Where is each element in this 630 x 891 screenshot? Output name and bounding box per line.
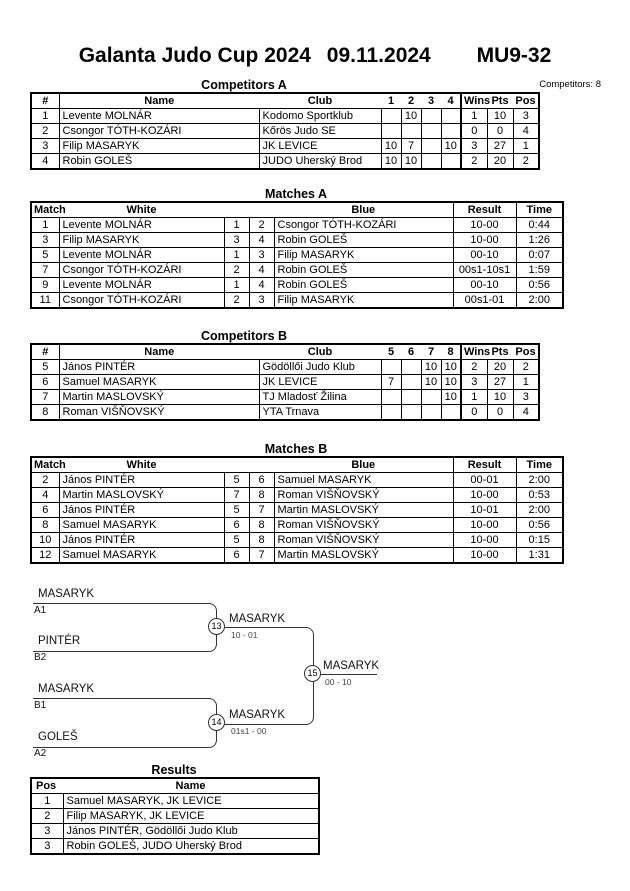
header-row (31, 93, 539, 109)
column-header: Club (259, 93, 381, 109)
bracket-entrant-seed: B2 (34, 652, 47, 663)
match-number-badge: 14 (208, 714, 225, 731)
table-cell: Levente MOLNÁR (59, 109, 259, 124)
table-cell: 10-00 (453, 533, 516, 548)
table-cell: Csongor TÓTH-KOZÁRI (59, 263, 224, 278)
table-cell: 9 (31, 278, 59, 293)
column-header: Pos (513, 344, 539, 360)
table-row (31, 503, 563, 518)
table-cell: 2 (513, 154, 539, 170)
table-cell: 3 (461, 139, 487, 154)
table-cell: 7 (224, 488, 249, 503)
table-cell: 10-00 (453, 548, 516, 564)
table-cell: 0 (461, 124, 487, 139)
column-header (249, 457, 274, 473)
table-cell: 1:26 (516, 233, 563, 248)
table-row (31, 794, 319, 809)
table-cell: Robin GOLEŠ (59, 154, 259, 170)
table-cell: 1 (31, 109, 59, 124)
table-cell: Samuel MASARYK (59, 518, 224, 533)
table-cell (441, 109, 461, 124)
column-header: 3 (421, 93, 441, 109)
bracket-match-score: 01s1 - 00 (231, 726, 267, 736)
section-title-matches-a: Matches A (264, 187, 328, 201)
table-cell: 11 (31, 293, 59, 309)
table-cell: János PINTÉR (59, 533, 224, 548)
table-cell (381, 124, 401, 139)
column-header: 6 (401, 344, 421, 360)
table-cell (401, 390, 421, 405)
table-cell (381, 405, 401, 421)
table-cell: Levente MOLNÁR (59, 248, 224, 263)
table-cell (381, 360, 401, 375)
matches-b-table (30, 456, 564, 564)
table-cell (441, 405, 461, 421)
bracket-winner-name: MASARYK (229, 709, 286, 721)
table-cell: 1 (31, 794, 63, 809)
table-row (31, 263, 563, 278)
table-row (31, 139, 539, 154)
table-cell: 27 (487, 375, 513, 390)
table-cell (421, 124, 441, 139)
table-cell: 6 (249, 473, 274, 488)
table-cell: 1:31 (516, 548, 563, 564)
table-cell: 2 (249, 218, 274, 233)
table-cell: 1 (513, 139, 539, 154)
table-cell: 27 (487, 139, 513, 154)
table-cell: 3 (249, 248, 274, 263)
bracket-entrant-name: MASARYK (38, 683, 95, 695)
bracket-entrant-name: GOLEŠ (38, 731, 78, 743)
table-cell: János PINTÉR, Gödöllői Judo Klub (63, 824, 319, 839)
column-header: 8 (441, 344, 461, 360)
column-header (249, 202, 274, 218)
table-row (31, 809, 319, 824)
table-row (31, 218, 563, 233)
column-header: White (59, 202, 224, 218)
column-header: Match (31, 202, 59, 218)
column-header: Time (516, 457, 563, 473)
column-header: Result (453, 202, 516, 218)
match-number-badge: 13 (208, 618, 225, 635)
table-cell: Levente MOLNÁR (59, 278, 224, 293)
table-cell: Samuel MASARYK (274, 473, 453, 488)
bracket-winner-name: MASARYK (229, 613, 286, 625)
table-cell: 7 (31, 390, 59, 405)
column-header: Name (59, 344, 259, 360)
table-row (31, 233, 563, 248)
table-cell: 4 (513, 405, 539, 421)
table-cell: Csongor TÓTH-KOZÁRI (274, 218, 453, 233)
bracket-match-score: 10 - 01 (231, 630, 258, 640)
table-cell: 3 (31, 233, 59, 248)
table-cell: 4 (249, 263, 274, 278)
table-cell: 8 (31, 405, 59, 421)
column-header: Pts (487, 93, 513, 109)
table-row (31, 360, 539, 375)
table-cell: 10-00 (453, 488, 516, 503)
event-name: Galanta Judo Cup 2024 (78, 44, 311, 67)
table-cell: 10 (441, 360, 461, 375)
table-cell (421, 390, 441, 405)
column-header (224, 457, 249, 473)
bracket-entrant-seed: A1 (34, 605, 47, 616)
column-header: Pos (513, 93, 539, 109)
table-cell (401, 360, 421, 375)
table-cell: 10-00 (453, 233, 516, 248)
table-cell: Csongor TÓTH-KOZÁRI (59, 124, 259, 139)
table-cell: 2:00 (516, 503, 563, 518)
column-header: 1 (381, 93, 401, 109)
table-cell: 5 (224, 533, 249, 548)
matches-a-table (30, 201, 564, 309)
table-cell (381, 390, 401, 405)
table-cell: 1 (224, 248, 249, 263)
column-header: Blue (274, 457, 453, 473)
table-cell: 7 (249, 503, 274, 518)
event-date: 09.11.2024 (326, 44, 431, 67)
table-cell: Filip MASARYK (274, 248, 453, 263)
bracket-match-score: 00 - 10 (325, 677, 352, 687)
table-row (31, 375, 539, 390)
table-cell: 1:59 (516, 263, 563, 278)
table-cell: 2 (461, 360, 487, 375)
table-cell: 2 (461, 154, 487, 170)
table-cell: 10 (441, 390, 461, 405)
table-cell: 1 (461, 390, 487, 405)
table-cell (421, 139, 441, 154)
results-table (30, 777, 320, 855)
table-cell: 5 (224, 503, 249, 518)
table-cell: 0:56 (516, 518, 563, 533)
table-row (31, 405, 539, 421)
table-cell: 0:53 (516, 488, 563, 503)
table-cell: TJ Mladosť Žilina (259, 390, 381, 405)
column-header: Result (453, 457, 516, 473)
header-row (31, 778, 319, 794)
competitors-count: Competitors: 8 (539, 79, 601, 90)
column-header: White (59, 457, 224, 473)
column-header: 4 (441, 93, 461, 109)
column-header: Wins (461, 93, 487, 109)
table-cell: 10 (381, 154, 401, 170)
table-cell: János PINTÉR (59, 503, 224, 518)
table-cell: 1 (224, 278, 249, 293)
column-header: Wins (461, 344, 487, 360)
table-cell: 10 (441, 139, 461, 154)
table-cell: Filip MASARYK (59, 139, 259, 154)
table-cell: 3 (224, 233, 249, 248)
table-cell: Samuel MASARYK (59, 548, 224, 564)
table-cell: Roman VIŠŇOVSKÝ (274, 518, 453, 533)
column-header: Time (516, 202, 563, 218)
bracket-entrant-name: PINTÉR (38, 635, 81, 647)
column-header: Pos (31, 778, 63, 794)
table-cell: JK LEVICE (259, 375, 381, 390)
table-cell: 0 (461, 405, 487, 421)
table-cell (381, 109, 401, 124)
table-cell: 2 (31, 124, 59, 139)
column-header: Blue (274, 202, 453, 218)
table-cell: 8 (249, 488, 274, 503)
table-cell (401, 405, 421, 421)
table-cell: 0:07 (516, 248, 563, 263)
section-title-competitors-b: Competitors B (200, 329, 288, 343)
table-cell: JUDO Uherský Brod (259, 154, 381, 170)
table-cell (441, 124, 461, 139)
column-header: 5 (381, 344, 401, 360)
table-cell: 3 (31, 824, 63, 839)
bracket-entrant-seed: A2 (34, 748, 47, 759)
table-cell: 10 (401, 154, 421, 170)
table-cell: 2 (31, 809, 63, 824)
table-row (31, 390, 539, 405)
bracket-winner-name: MASARYK (323, 660, 380, 672)
table-cell: Levente MOLNÁR (59, 218, 224, 233)
header-row (31, 202, 563, 218)
column-header: 2 (401, 93, 421, 109)
table-cell: 3 (31, 839, 63, 855)
table-row (31, 488, 563, 503)
table-cell: 7 (381, 375, 401, 390)
bracket-connector-bottom-pair (33, 698, 217, 748)
table-cell: 0 (487, 124, 513, 139)
table-cell: Robin GOLEŠ (274, 278, 453, 293)
table-cell (401, 375, 421, 390)
table-row (31, 278, 563, 293)
table-cell: 4 (249, 233, 274, 248)
table-cell: 1 (31, 218, 59, 233)
table-cell (421, 109, 441, 124)
column-header: Pts (487, 344, 513, 360)
table-cell: 3 (31, 139, 59, 154)
table-row (31, 473, 563, 488)
table-cell: Roman VIŠŇOVSKÝ (59, 405, 259, 421)
table-cell: 2:00 (516, 293, 563, 309)
table-cell: Martin MASLOVSKÝ (59, 488, 224, 503)
match-number-badge: 15 (304, 665, 321, 682)
table-cell: 10 (487, 109, 513, 124)
table-cell: 7 (249, 548, 274, 564)
table-cell: 5 (224, 473, 249, 488)
table-row (31, 124, 539, 139)
table-row (31, 154, 539, 170)
table-cell: 6 (224, 548, 249, 564)
table-cell: 6 (224, 518, 249, 533)
table-cell: 20 (487, 360, 513, 375)
table-cell: 4 (249, 278, 274, 293)
table-row (31, 824, 319, 839)
table-row (31, 548, 563, 564)
table-row (31, 518, 563, 533)
header-row (31, 344, 539, 360)
table-cell: 0 (487, 405, 513, 421)
column-header: Match (31, 457, 59, 473)
column-header: 7 (421, 344, 441, 360)
table-cell: Samuel MASARYK (59, 375, 259, 390)
table-cell: 12 (31, 548, 59, 564)
table-cell: 00-01 (453, 473, 516, 488)
page-title (0, 44, 630, 68)
table-cell: 5 (31, 360, 59, 375)
table-cell: 0:56 (516, 278, 563, 293)
table-cell: 1 (513, 375, 539, 390)
table-cell: 4 (31, 154, 59, 170)
table-cell: 3 (461, 375, 487, 390)
competitors-b-table (30, 343, 540, 421)
column-header: # (31, 344, 59, 360)
table-row (31, 293, 563, 309)
table-cell: 8 (249, 533, 274, 548)
table-cell: 10 (421, 375, 441, 390)
table-cell: 0:15 (516, 533, 563, 548)
table-cell: János PINTÉR (59, 360, 259, 375)
table-cell: 10-00 (453, 518, 516, 533)
table-cell: 1 (461, 109, 487, 124)
table-cell: 10 (487, 390, 513, 405)
table-cell: 3 (513, 109, 539, 124)
table-cell: 8 (31, 518, 59, 533)
bracket-connector-top-pair (33, 603, 217, 652)
bracket-entrant-name: MASARYK (38, 588, 95, 600)
table-cell: Martin MASLOVSKÝ (274, 503, 453, 518)
table-row (31, 533, 563, 548)
category-code: MU9-32 (476, 44, 552, 67)
table-cell: 1 (224, 218, 249, 233)
table-cell: 2 (224, 263, 249, 278)
table-cell: Filip MASARYK (274, 293, 453, 309)
table-cell: 7 (31, 263, 59, 278)
table-cell (421, 154, 441, 170)
table-cell (401, 124, 421, 139)
table-cell: 10 (441, 375, 461, 390)
table-cell: 00-10 (453, 248, 516, 263)
table-cell: 2 (513, 360, 539, 375)
table-row (31, 109, 539, 124)
table-cell: Robin GOLEŠ (274, 233, 453, 248)
table-cell: Kőrös Judo SE (259, 124, 381, 139)
table-cell: 2:00 (516, 473, 563, 488)
table-cell: 3 (513, 390, 539, 405)
table-cell (441, 154, 461, 170)
table-cell: János PINTÉR (59, 473, 224, 488)
table-cell: 4 (31, 488, 59, 503)
table-cell: 10 (401, 109, 421, 124)
table-cell: 8 (249, 518, 274, 533)
table-cell: Martin MASLOVSKÝ (59, 390, 259, 405)
table-cell: Robin GOLEŠ, JUDO Uherský Brod (63, 839, 319, 855)
table-cell: Filip MASARYK (59, 233, 224, 248)
table-cell: Robin GOLEŠ (274, 263, 453, 278)
table-cell: 0:44 (516, 218, 563, 233)
column-header: Name (59, 93, 259, 109)
column-header (224, 202, 249, 218)
table-cell: JK LEVICE (259, 139, 381, 154)
table-cell: Filip MASARYK, JK LEVICE (63, 809, 319, 824)
table-cell: 00-10 (453, 278, 516, 293)
table-cell: 7 (401, 139, 421, 154)
table-cell: 10-00 (453, 218, 516, 233)
table-cell: Csongor TÓTH-KOZÁRI (59, 293, 224, 309)
header-row (31, 457, 563, 473)
table-cell: Roman VIŠŇOVSKÝ (274, 488, 453, 503)
table-cell: 10 (381, 139, 401, 154)
table-cell: 10-01 (453, 503, 516, 518)
section-title-results: Results (151, 763, 197, 777)
table-cell (421, 405, 441, 421)
table-cell: Kodomo Sportklub (259, 109, 381, 124)
table-row (31, 839, 319, 855)
section-title-competitors-a: Competitors A (201, 78, 287, 92)
table-cell: 3 (249, 293, 274, 309)
section-title-matches-b: Matches B (264, 442, 328, 456)
table-cell: 6 (31, 375, 59, 390)
column-header: Name (63, 778, 319, 794)
table-row (31, 248, 563, 263)
table-cell: Martin MASLOVSKÝ (274, 548, 453, 564)
table-cell: Gödöllői Judo Klub (259, 360, 381, 375)
table-cell: 2 (224, 293, 249, 309)
table-cell: YTA Trnava (259, 405, 381, 421)
table-cell: 00s1-10s1 (453, 263, 516, 278)
bracket-final-winner-line (312, 674, 377, 675)
table-cell: 10 (31, 533, 59, 548)
table-cell: 20 (487, 154, 513, 170)
table-cell: 2 (31, 473, 59, 488)
table-cell: Roman VIŠŇOVSKÝ (274, 533, 453, 548)
competitors-a-table (30, 92, 540, 170)
bracket-entrant-seed: B1 (34, 700, 47, 711)
table-cell: Samuel MASARYK, JK LEVICE (63, 794, 319, 809)
table-cell: 5 (31, 248, 59, 263)
table-cell: 10 (421, 360, 441, 375)
column-header: # (31, 93, 59, 109)
table-cell: 6 (31, 503, 59, 518)
column-header: Club (259, 344, 381, 360)
table-cell: 00s1-01 (453, 293, 516, 309)
table-cell: 4 (513, 124, 539, 139)
